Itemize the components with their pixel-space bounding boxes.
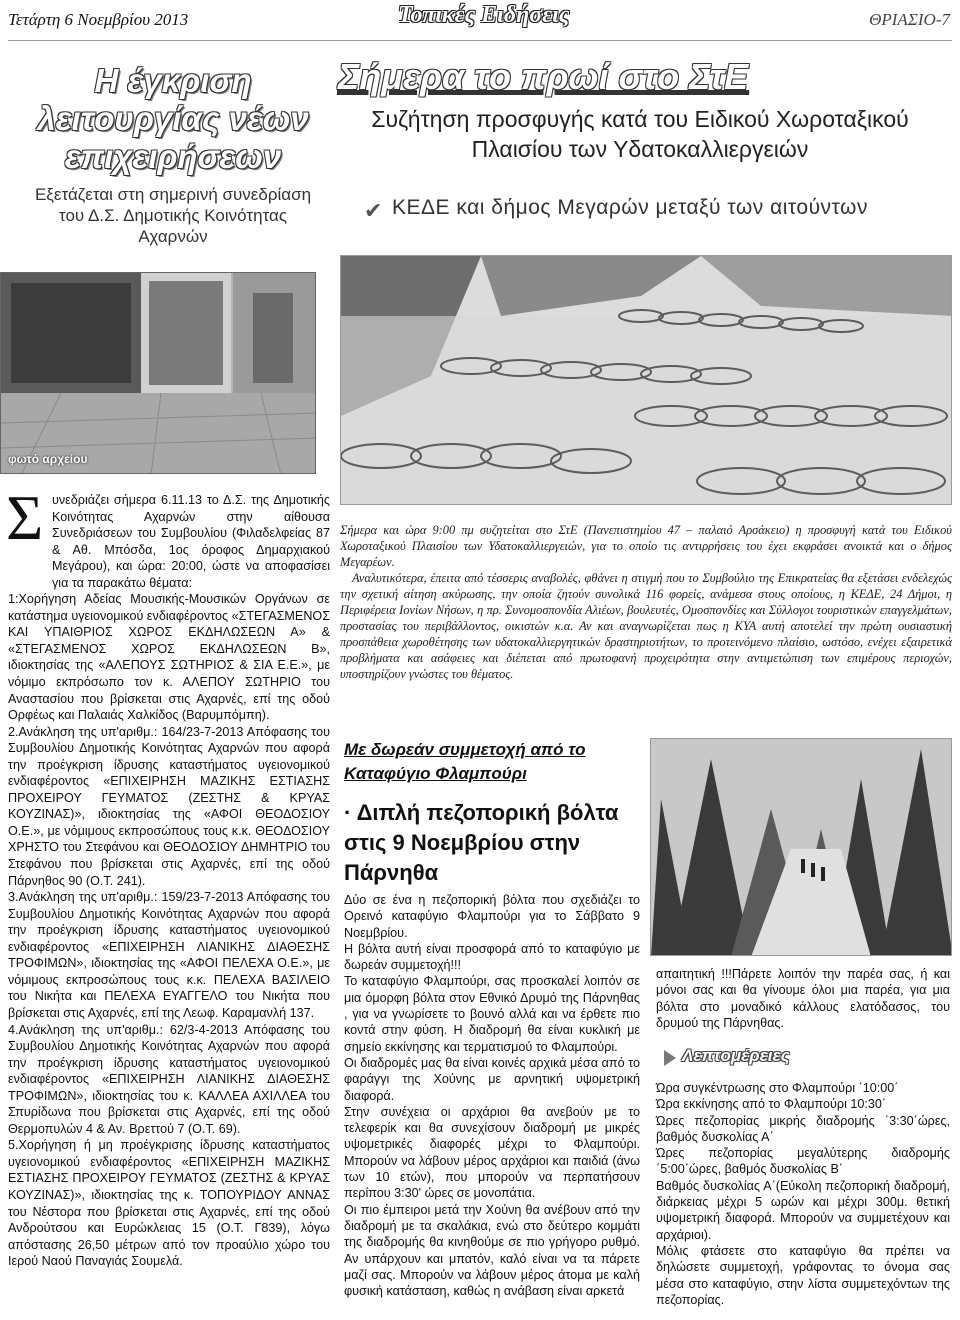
hike-paragraph: Στην συνέχεια οι αρχάριοι θα ανεβούν με το τελεφερίκ και θα συνεχίσουν διαδρομή με μικρές υψομετρικές διαφορές μέχρι το Φλαμπούρι. Μπορούν να λάβουν μέρος αρχάριοι και παιδιά (άνω των 10 ετών), που μπορούν να περπατήσουν περίπου 3:30' ώρες σε μονοπάτια. xyxy=(344,1104,640,1201)
left-paragraph: 1:Χορήγηση Αδείας Μουσικής-Μουσικών Οργάνων σε κατάστημα υγειονομικού ενδιαφέροντος «ΣΤΕΓΑΣΜΕΝΟΣ ΚΑΙ ΥΠΑΙΘΡΙΟΣ ΧΩΡΟΣ ΕΚΔΗΛΩΣΕΩΝ Α» & «ΣΤΕΓΑΣΜΕΝΟΣ ΧΩΡΟΣ ΕΚΔΗΛΩΣΕΩΝ Β», ιδιοκτησίας της «ΑΛΕΠΟΥΣ ΣΩΤΗΡΙΟΣ & ΣΙΑ Ε.Ε.», με νόμιμο εκπρόσωπο τον κ. ΑΛΕΠΟΥ ΣΩΤΗΡΙΟ του Αναστασίου που βρίσκεται στις Αχαρνές, επί της οδού Ορφέως και Παλαιάς Χαλκίδος (Βαρυμπόμπη). xyxy=(8,592,330,723)
hike-paragraph: Η βόλτα αυτή είναι προσφορά από το καταφύγιο με δωρεάν συμμετοχή!!! xyxy=(344,941,640,973)
photo-caption: φωτό αρχείου xyxy=(8,452,88,466)
left-story-body xyxy=(8,492,330,1270)
main-subhead: Συζήτηση προσφυγής κατά του Ειδικού Χωροταξικού Πλαισίου των Υδατοκαλλιεργειών xyxy=(371,106,909,162)
hike-paragraph: Το καταφύγιο Φλαμπούρι, σας προσκαλεί λοιπόν σε μια όμορφη βόλτα στον Εθνικό Δρυμό της Πάρνηθας , για να γνωρίσετε το βουνό αλλά και να έρθετε πιο κοντά στην φύση. Η διαδρομή θα είναι κυκλική με σημείο εκκίνησης και τερματισμού το Φλαμπούρι. xyxy=(344,974,640,1054)
left-first-paragraph xyxy=(8,492,330,591)
details-item: Μόλις φτάσετε στο καταφύγιο θα πρέπει να δηλώσετε συμμετοχή, γράφοντας το όνομα σας μέσα στο καταφύγιο, στην λίστα συμμετεχόντων της πεζοπορίας. xyxy=(656,1243,950,1307)
hike-title: · Διπλή πεζοπορική βόλτα στις 9 Νοεμβρίου στην Πάρνηθα xyxy=(344,800,619,885)
main-bullet: ΚΕΔΕ και δήμος Μεγαρών μεταξύ των αιτούντων xyxy=(392,196,868,219)
section-title: Τοπικές Ειδήσεις xyxy=(398,2,570,28)
left-paragraph: 3.Ανάκληση της υπ'αριθμ.: 159/23-7-2013 Απόφασης του Συμβουλίου Δημοτικής Κοινότητας Αχαρνών που αφορά την προέγκριση ίδρυσης καταστήματος υγειονομικού ενδιαφέροντος «ΕΠΙΧΕΙΡΗΣΗ ΛΙΑΝΙΚΗΣ ΔΙΑΘΕΣΗΣ ΤΡΟΦΙΜΩΝ», ιδιοκτησίας της «ΑΦΟΙ ΠΕΛΕΧΑ Ο.Ε.», με νόμιμους εκπροσώπους τους κ.κ. ΠΕΛΕΧΑ ΒΑΣΙΛΕΙΟ του Νικήτα και ΠΕΛΕΧΑ ΕΥΑΓΓΕΛΟ του Νικήτα που βρίσκεται στις Αχαρνές, επί της Λεωφ. Καραμανλή 137. xyxy=(8,890,330,1020)
left-headline: Η έγκριση λειτουργίας νέων επιχειρήσεων xyxy=(37,62,309,175)
checkmark-icon: ✔ xyxy=(364,198,383,223)
details-title: Λεπτομέρειες xyxy=(682,1046,790,1065)
details-item: Ώρα εκκίνησης από το Φλαμπούρι 10:30΄ xyxy=(656,1097,887,1112)
forest-hikers-photo xyxy=(650,738,952,956)
main-headline: Σήμερα το πρωί στο ΣτΕ xyxy=(338,56,749,97)
left-paragraph: 2.Ανάκληση της υπ'αριθμ.: 164/23-7-2013 Απόφασης του Συμβουλίου Δημοτικής Κοινότητας Αχαρνών που αφορά την προέγκριση ίδρυσης καταστήματος υγειονομικού ενδιαφέροντος «ΕΠΙΧΕΙΡΗΣΗ ΜΑΖΙΚΗΣ ΕΣΤΙΑΣΗΣ ΠΡΟΧΕΙΡΟΥ ΓΕΥΜΑΤΟΣ (ΖΕΣΤΗΣ & ΚΡΥΑΣ ΚΟΥΖΙΝΑΣ)», ιδιοκτησίας της «ΑΦΟΙ ΘΕΟΔΟΣΙΟΥ Ο.Ε.», με νόμιμους εκπροσώπους τους κ.κ. ΘΕΟΔΟΣΙΟΥ ΧΡΗΣΤΟ του Στεφάνου και ΘΕΟΔΟΣΙΟΥ ΔΗΜΗΤΡΙΟ του Στεφάνου που βρίσκεται στις Αχαρνές, επί της οδού Πάρνηθος 90 (Ο.Τ. 241). xyxy=(8,724,330,888)
main-paragraph: Αναλυτικότερα, έπειτα από τέσσερις αναβολές, φθάνει η στιγμή που το Συμβούλιο της Επικρατείας θα εξετάσει ενδελεχώς την σχετική αίτηση ακύρωσης, την οποία ζητούν συνολικά 116 φορείς, ανάμεσα στους οποίους, η ΚΕΔΕ, 24 Δήμοι, η Περιφέρεια Ιονίων Νήσων, η πρ. Συνομοσπονδία Αλιέων, βουλευτές, Ομοσπονδίες και Σύλλογοι τουριστικών επαγγελμάτων, προστασίας του περιβάλλοντος, οικιστών κ.α. Αν και αναγνωρίζεται πως η ΚΥΑ αυτή αποτελεί την πρώτη ουσιαστική προσπάθεια χωροθέτησης των υδατοκαλλιεργητικών δραστηριοτήτων, το προτεινόμενο πλαίσιο, ωστόσο, ενέχει εξαιρετικά προβλήματα και ασάφειες και διέπεται από πρωτοφανή προχειρότητα στην αντιμετώπιση των επιμέρους περιοχών, υποστηρίζουν γνώστες του θέματος. xyxy=(340,571,952,681)
main-story-body xyxy=(340,522,952,682)
left-paragraph: 4.Ανάκληση της υπ'αριθμ.: 62/3-4-2013 Απόφασης του Συμβουλίου Δημοτικής Κοινότητας Αχαρνών που αφορά την προέγκριση ίδρυσης καταστήματος υγειονομικού ενδιαφέροντος «ΕΠΙΧΕΙΡΗΣΗ ΛΙΑΝΙΚΗΣ ΔΙΑΘΕΣΗΣ ΤΡΟΦΙΜΩΝ», ιδιοκτησίας του κ. ΚΑΛΛΕΑ ΑΧΙΛΛΕΑ του Σπυρίδωνα που βρίσκεται στις Αχαρνές, επί της οδού Θερμοπυλών 4 & Αν. Βρεττού 7 (Ο.Τ. 69). xyxy=(8,1022,330,1136)
hike-continued-text: απαιτητική !!!Πάρετε λοιπόν την παρέα σας, ή και μόνοι σας και θα γίνουμε όλοι μια παρέα, για μια βόλτα στο μοναδικό κάλλους ελατόδασος, του δρυμού της Πάρνηθας. xyxy=(656,967,950,1030)
hike-paragraph: Οι πιο έμπειροι μετά την Χούνη θα ανέβουν από την διαδρομή με τα σκαλάκια, ενώ στο δεύτερο κομμάτι της διαδρομής θα κινηθούμε σε πιο γρήγορο ρυθμό. Αν υπάρχουν και μπατόν, καλό είναι να τα πάρετε μαζί σας. Μπορούν να λάβουν μέρος άτομα με καλή φυσική κατάσταση, καθώς η ανάβαση είναι αρκετά xyxy=(344,1202,640,1299)
issue-date: Τετάρτη 6 Νοεμβρίου 2013 xyxy=(8,10,189,29)
hike-continued xyxy=(656,966,950,1031)
page-number: ΘΡΙΑΣΙΟ-7 xyxy=(869,10,950,29)
details-item: Ώρα συγκέντρωσης στο Φλαμπούρι ΄10:00΄ xyxy=(656,1081,899,1095)
storefront-photo xyxy=(0,272,316,474)
details-list xyxy=(656,1080,950,1308)
hike-kicker: Με δωρεάν συμμετοχή από το Καταφύγιο Φλαμπούρι xyxy=(344,740,586,783)
details-item: Ώρες πεζοπορίας μεγαλύτερης διαδρομής ΄5:00΄ώρες, βαθμός δυσκολίας Β΄ xyxy=(656,1146,950,1177)
hike-paragraph: Οι διαδρομές μας θα είναι κοινές αρχικά μέσα από το φαράγγι της Χούνης με αρνητική υψομετρική διαφορά. xyxy=(344,1055,640,1103)
main-paragraph: Σήμερα και ώρα 9:00 πμ συζητείται στο ΣτΕ (Πανεπιστημίου 47 – παλαιό Αρσάκειο) η προσφυγή κατά του Ειδικού Χωροταξικού Πλαισίου των Υδατοκαλλιεργειών, για το οποίο τις αντιρρήσεις του έχει εκφράσει ανοικτά και ο δήμος Μεγαρέων. xyxy=(340,523,952,569)
arrow-right-icon xyxy=(664,1050,676,1066)
left-first-text: υνεδριάζει σήμερα 6.11.13 το Δ.Σ. της Δημοτικής Κοινότητας Αχαρνών στην αίθουσα Συνεδριάσεων του Συμβουλίου (Φιλαδελφείας 87 & Αθ. Μπόσδα, 1ος όροφος Δημαρχιακού Μεγάρου), και ώρα: 20:00, ώστε να αποφασίσει για τα παρακάτω θέματα: xyxy=(52,493,330,590)
hike-paragraph: Δύο σε ένα η πεζοπορική βόλτα που σχεδιάζει το Ορειvό καταφύγιο Φλαμπούρι για το Σάββατο 9 Νοεμβρίου. xyxy=(344,893,640,940)
hike-body xyxy=(344,892,640,1299)
drop-cap: Σ xyxy=(6,482,44,553)
left-paragraph: 5.Χορήγηση ή μη προέγκρισης ίδρυσης καταστήματος υγειονομικού ενδιαφέροντος «ΕΠΙΧΕΙΡΗΣΗ ΜΑΖΙΚΗΣ ΕΣΤΙΑΣΗΣ ΠΡΟΧΕΙΡΟΥ ΓΕΥΜΑΤΟΣ (ΖΕΣΤΗΣ & ΚΡΥΑΣ ΚΟΥΖΙΝΑΣ)», ιδιοκτησίας της κ. ΤΟΠΟΥΡΙΔΟΥ ΑΝΝΑΣ του Νέστορα που βρίσκεται στις Αχαρνές, επί της οδού Ανδρούτσου και Ευρώκλειας 15 (Ο.Τ. Γ839), λόγω απόστασης 26,50 μέτρων από τον προαύλιο χώρο του Ιερού Ναού Παναγιάς Σουμελά. xyxy=(8,1138,330,1269)
fish-farm-photo xyxy=(340,255,952,505)
details-item: Βαθμός δυσκολίας Α΄(Εύκολη πεζοπορική διαδρομή, διάρκειας μέχρι 5 ωρών και μέχρι 300μ. θετική υψομετρική διαφορά. Μπορούν να συμμετέχουν και αρχάριοι). xyxy=(656,1178,950,1242)
left-subhead: Εξετάζεται στη σημερινή συνεδρίαση του Δ.Σ. Δημοτικής Κοινότητας Αχαρνών xyxy=(34,185,312,246)
details-item: Ώρες πεζοπορίας μικρής διαδρομής ΄3:30΄ώρες, βαθμός δυσκολίας Α΄ xyxy=(656,1113,950,1144)
header-rule xyxy=(8,40,952,41)
